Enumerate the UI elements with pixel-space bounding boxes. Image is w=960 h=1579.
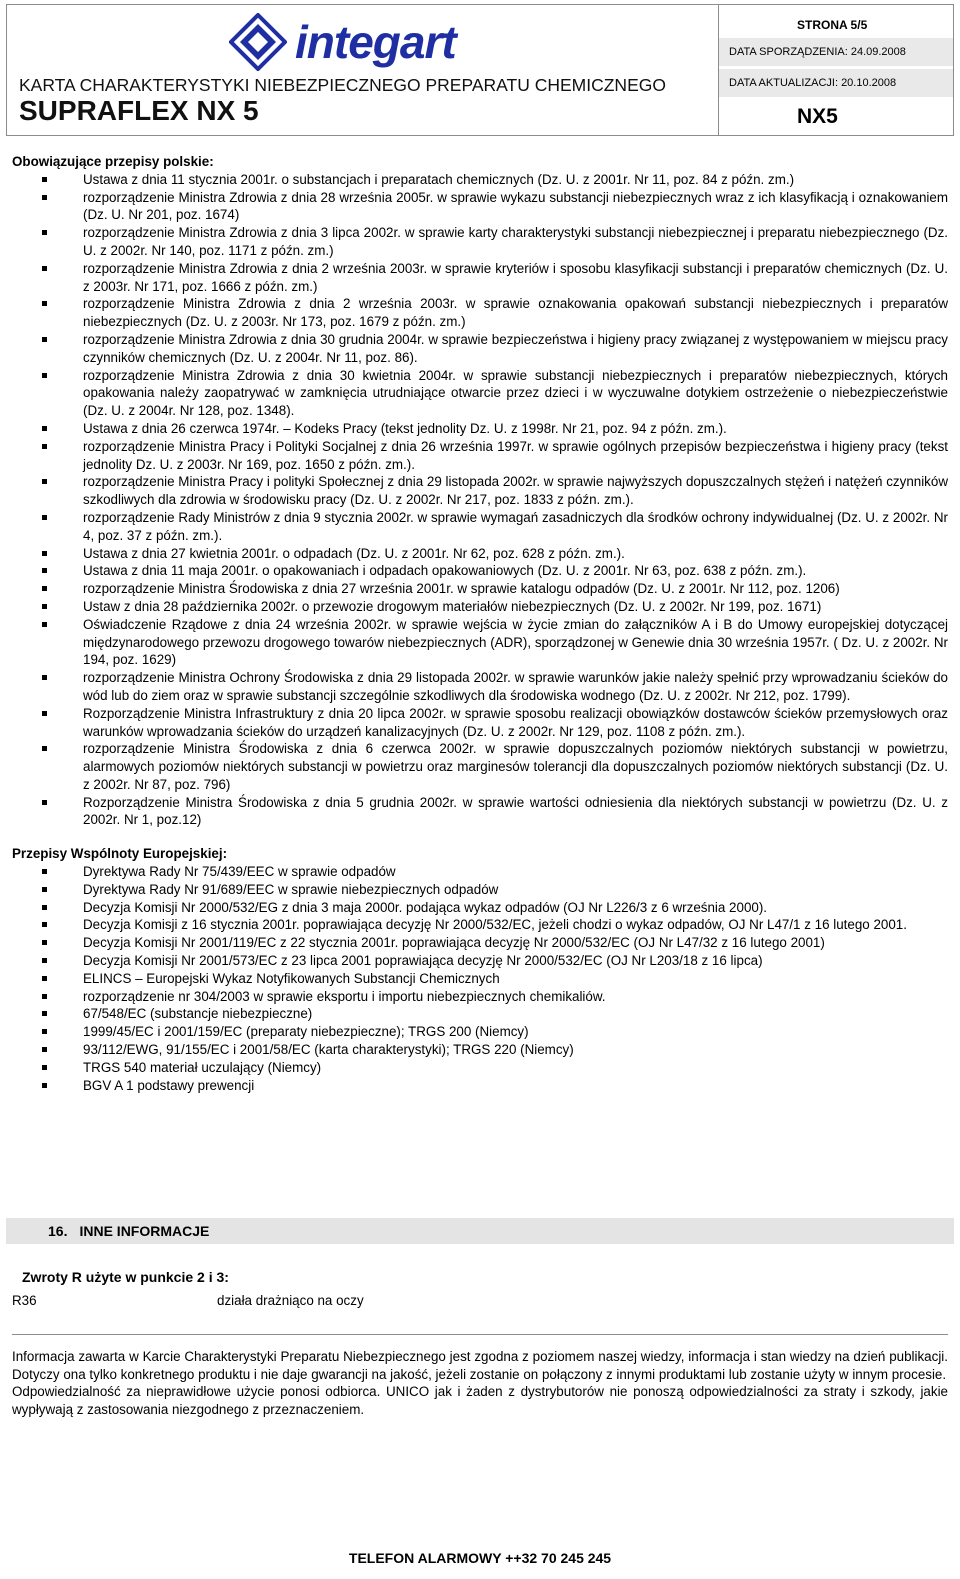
list-item: rozporządzenie Ministra Pracy i polityki Społecznej z dnia 29 listopada 2002r. w sprawie najwyższych dopuszczalnych stężeń i natężeń czynników szkodliwych dla zdrowia w środowisku pracy (Dz. U. z 2002r. Nr 217, poz. 1833 z późn. zm.). — [12, 473, 948, 509]
list-item: Decyzja Komisji Nr 2000/532/EG z dnia 3 maja 2000r. podająca wykaz odpadów (OJ Nr L226/3 z 6 września 2000). — [12, 899, 948, 917]
disclaimer-paragraph: Odpowiedzialność za nieprawidłowe użycie ponosi odbiorca. UNICO jak i żaden z dystrybutorów nie ponoszą odpowiedzialności za straty i szkody, jakie wypływają z zastosowania niezgodnego z przeznaczeniem. — [12, 1384, 948, 1417]
r-phrase-row — [12, 1293, 364, 1308]
list-item: rozporządzenie Ministra Pracy i Polityki Socjalnej z dnia 26 września 1997r. w sprawie ogólnych przepisów bezpieczeństwa i higieny pracy (tekst jednolity Dz. U. z 2003r. Nr 169, poz. 1650 z późn. zm.). — [12, 438, 948, 474]
regulations-content — [12, 153, 948, 1094]
list-item: Ustaw z dnia 28 października 2002r. o przewozie drogowym materiałów niebezpiecznych (Dz. U. z 2002r. Nr 199, poz. 1671) — [12, 598, 948, 616]
product-name: SUPRAFLEX NX 5 — [19, 95, 259, 126]
list-item: Ustawa z dnia 27 kwietnia 2001r. o odpadach (Dz. U. z 2001r. Nr 62, poz. 628 z późn. zm.). — [12, 545, 948, 563]
disclaimer — [12, 1348, 948, 1418]
list-item: Rozporządzenie Ministra Infrastruktury z dnia 20 lipca 2002r. w sprawie sposobu realizacji obowiązków dostawców ścieków przemysłowych oraz warunków wprowadzania ścieków do urządzeń kanalizacyjnych (Dz. U. z 2002r. Nr 129, poz. 1108 z późn. zm.). — [12, 705, 948, 741]
r-phrase-code: R36 — [12, 1293, 37, 1308]
integart-logo — [229, 11, 469, 73]
eu-regulations-title: Przepisy Wspólnoty Europejskiej: — [12, 846, 228, 862]
logo-text: integart — [295, 16, 456, 68]
list-item: rozporządzenie Ministra Zdrowia z dnia 28 września 2005r. w sprawie wykazu substancji niebezpiecznych wraz z ich klasyfikacją i oznakowaniem (Dz. U. Nr 201, poz. 1674) — [12, 189, 948, 225]
list-item: Oświadczenie Rządowe z dnia 24 września 2002r. w sprawie wejścia w życie zmian do załączników A i B do Umowy europejskiej dotyczącej międzynarodowego przewozu drogowego towarów niebezpiecznych (ADR), sporządzonej w Genewie dnia 30 września 1957r. ( Dz. U. z 2002r. Nr 194, poz. 1629) — [12, 616, 948, 669]
document-header — [6, 4, 954, 136]
list-item: Ustawa z dnia 11 maja 2001r. o opakowaniach i odpadach opakowaniowych (Dz. U. z 2001r. Nr 63, poz. 638 z późn. zm.). — [12, 562, 948, 580]
card-title: KARTA CHARAKTERYSTYKI NIEBEZPIECZNEGO PREPARATU CHEMICZNEGO — [19, 75, 666, 95]
list-item: Ustawa z dnia 26 czerwca 1974r. – Kodeks Pracy (tekst jednolity Dz. U. z 1998r. Nr 21, poz. 94 z późn. zm.). — [12, 420, 948, 438]
list-item: TRGS 540 materiał uczulający (Niemcy) — [12, 1059, 948, 1077]
disclaimer-paragraph: Informacja zawarta w Karcie Charakterystyki Preparatu Niebezpiecznego jest zgodna z poziomem naszej wiedzy, informacja i stan wiedzy na dzień publikacji. Dotyczy ona tylko konkretnego produktu i nie daje gwarancji na jakość, jeżeli zostanie on połączony z innymi produktami lub zostanie użyty w innym procesie. — [12, 1349, 948, 1382]
creation-date: DATA SPORZĄDZENIA: 24.09.2008 — [719, 38, 953, 66]
list-item: Decyzja Komisji z 16 stycznia 2001r. poprawiająca decyzję Nr 2000/532/EC, jeżeli chodzi o wykaz odpadów, OJ Nr L47/1 z 16 lutego 2001. — [12, 916, 948, 934]
list-item: BGV A 1 podstawy prewencji — [12, 1077, 948, 1095]
list-item: rozporządzenie Ministra Zdrowia z dnia 3 lipca 2002r. w sprawie karty charakterystyki substancji niebezpiecznej i preparatu niebezpiecznego (Dz. U. z 2002r. Nr 140, poz. 1171 z późn. zm.) — [12, 224, 948, 260]
list-item: Rozporządzenie Ministra Środowiska z dnia 5 grudnia 2002r. w sprawie wartości odniesienia dla niektórych substancji w powietrzu (Dz. U. z 2002r. Nr 1, poz.12) — [12, 794, 948, 830]
list-item: Decyzja Komisji Nr 2001/119/EC z 22 stycznia 2001r. poprawiająca decyzję Nr 2000/532/EC (OJ Nr L47/32 z 16 lutego 2001) — [12, 934, 948, 952]
diamond-logo-icon — [229, 13, 287, 71]
list-item: 93/112/EWG, 91/155/EC i 2001/58/EC (karta charakterystyki); TRGS 220 (Niemcy) — [12, 1041, 948, 1059]
section-number: 16. — [48, 1223, 68, 1239]
product-code: NX5 — [797, 105, 838, 128]
list-item: Decyzja Komisji Nr 2001/573/EC z 23 lipca 2001 poprawiająca decyzję Nr 2000/532/EC (OJ Nr L203/18 z 16 lipca) — [12, 952, 948, 970]
list-item: 1999/45/EC i 2001/159/EC (preparaty niebezpieczne); TRGS 200 (Niemcy) — [12, 1023, 948, 1041]
section-16-header — [6, 1218, 954, 1244]
list-item: rozporządzenie Ministra Środowiska z dnia 6 czerwca 2002r. w sprawie dopuszczalnych poziomów niektórych substancji w powietrzu, alarmowych poziomów niektórych substancji w powietrzu oraz marginesów tolerancji dla dopuszczalnych poziomów niektórych substancji (Dz. U. z 2002r. Nr 87, poz. 796) — [12, 740, 948, 793]
list-item: Dyrektywa Rady Nr 91/689/EEC w sprawie niebezpiecznych odpadów — [12, 881, 948, 899]
polish-regulations-title: Obowiązujące przepisy polskie: — [12, 154, 214, 169]
list-item: rozporządzenie Ministra Zdrowia z dnia 2 września 2003r. w sprawie oznakowania opakowań substancji niebezpiecznych i preparatów niebezpiecznych (Dz. U. z 2003r. Nr 173, poz. 1679 z późn. zm.) — [12, 295, 948, 331]
eu-regulations-list — [12, 863, 948, 1094]
list-item: Dyrektywa Rady Nr 75/439/EEC w sprawie odpadów — [12, 863, 948, 881]
list-item: Ustawa z dnia 11 stycznia 2001r. o substancjach i preparatach chemicznych (Dz. U. z 2001r. Nr 11, poz. 84 z późn. zm.) — [12, 171, 948, 189]
page-number: STRONA 5/5 — [797, 18, 868, 32]
list-item: rozporządzenie nr 304/2003 w sprawie eksportu i importu niebezpiecznych chemikaliów. — [12, 988, 948, 1006]
emergency-phone: TELEFON ALARMOWY ++32 70 245 245 — [348, 1550, 612, 1566]
list-item: 67/548/EC (substancje niebezpieczne) — [12, 1005, 948, 1023]
list-item: ELINCS – Europejski Wykaz Notyfikowanych Substancji Chemicznych — [12, 970, 948, 988]
list-item: rozporządzenie Ministra Zdrowia z dnia 30 grudnia 2004r. w sprawie bezpieczeństwa i higieny pracy związanej z występowaniem w miejscu pracy czynników chemicznych (Dz. U. z 2004r. Nr 11, poz. 86). — [12, 331, 948, 367]
r-phrase-text: działa drażniąco na oczy — [217, 1293, 364, 1308]
list-item: rozporządzenie Ministra Środowiska z dnia 27 września 2001r. w sprawie katalogu odpadów (Dz. U. z 2001r. Nr 112, poz. 1206) — [12, 580, 948, 598]
update-date: DATA AKTUALIZACJI: 20.10.2008 — [719, 69, 953, 97]
list-item: rozporządzenie Rady Ministrów z dnia 9 stycznia 2002r. w sprawie wymagań zasadniczych dla środków ochrony indywidualnej (Dz. U. z 2002r. Nr 4, poz. 37 z późn. zm.). — [12, 509, 948, 545]
list-item: rozporządzenie Ministra Zdrowia z dnia 2 września 2003r. w sprawie kryteriów i sposobu klasyfikacji substancji i preparatów chemicznych (Dz. U. z 2003r. Nr 171, poz. 1666 z późn. zm.) — [12, 260, 948, 296]
polish-regulations-list — [12, 171, 948, 829]
r-phrases-title: Zwroty R użyte w punkcie 2 i 3: — [22, 1269, 229, 1285]
section-title: INNE INFORMACJE — [79, 1223, 210, 1239]
list-item: rozporządzenie Ministra Ochrony Środowiska z dnia 29 listopada 2002r. w sprawie warunków jakie należy spełnić przy wprowadzaniu ścieków do wód lub do ziem oraz w sprawie substancji szczególnie szkodliwych dla środowiska wodnego (Dz. U. z 2002r. Nr 212, poz. 1799). — [12, 669, 948, 705]
list-item: rozporządzenie Ministra Zdrowia z dnia 30 kwietnia 2004r. w sprawie substancji niebezpiecznych i preparatów niebezpiecznych, których opakowania należy zaopatrywać w zamknięcia utrudniające otwarcie przez dzieci i w wyczuwalne dotykiem ostrzeżenie o niebezpieczeństwie (Dz. U. z 2004r. Nr 128, poz. 1348). — [12, 367, 948, 420]
divider — [12, 1334, 948, 1335]
